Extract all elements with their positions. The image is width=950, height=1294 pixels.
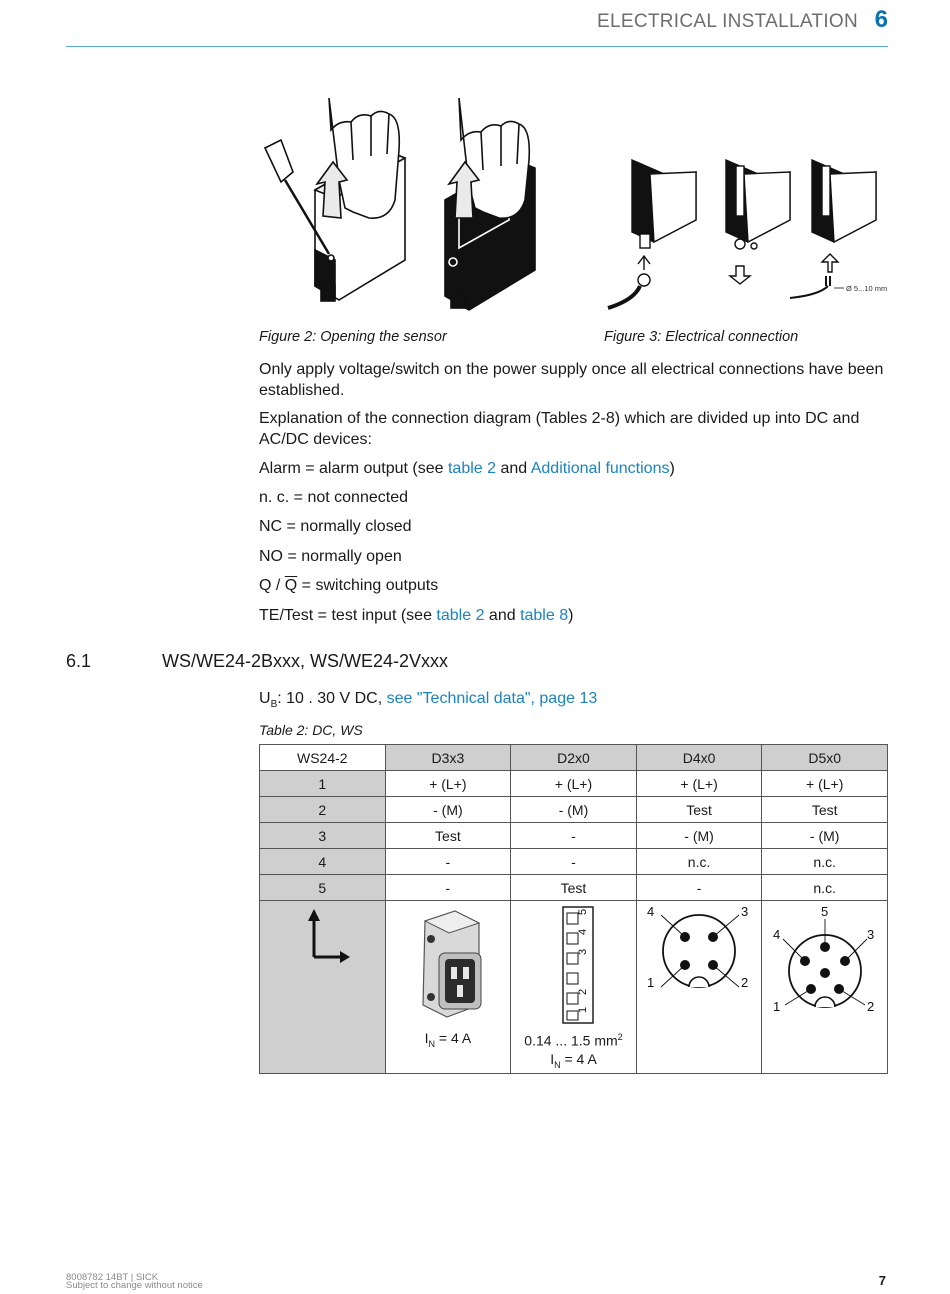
ub-value: : 10 . 30 V DC, [277,690,387,707]
table-cell: - (M) [762,823,888,849]
alarm-and: and [496,460,531,477]
figure2-caption: Figure 2: Opening the sensor [259,329,447,345]
current-label: I [424,1030,429,1046]
q-inverted: $\overline{Q}$ [284,577,298,594]
table-header-row [260,745,888,771]
paragraph-voltage-note: Only apply voltage/switch on the power supply once all electrical connections have been established. [259,361,884,399]
pin-number: 1 [260,771,386,797]
link-table-2[interactable]: table 2 [447,460,497,477]
definition-alarm [259,458,884,479]
table-header: D5x0 [762,745,888,771]
d3x3-connector-cell [385,901,511,1074]
page-number: 7 [878,1273,886,1288]
terminal-block-icon [543,905,603,1025]
table-cell: - (M) [385,797,511,823]
m12-5pin-connector-icon [763,903,887,1021]
supply-voltage-line [259,688,884,715]
current-value: = 4 A [564,1050,597,1067]
definition-test-input [259,605,884,626]
link-technical-data[interactable]: see "Technical data", page 13 [386,690,598,707]
table-cell: n.c. [762,849,888,875]
table-cell: + (L+) [762,771,888,797]
table-cell: n.c. [762,875,888,901]
footer-doc-id: 8008782 14BT | SICK [66,1272,159,1283]
d2x0-terminal-cell [511,901,637,1074]
definition-normally-open: NO = normally open [259,548,402,565]
d2x0-cross-section [511,1028,636,1050]
table-cell: n.c. [636,849,762,875]
pin-label: 5 [820,904,828,919]
table-cell: - [511,823,637,849]
table-cell: - (M) [511,797,637,823]
alarm-close: ) [669,460,675,477]
table-row [260,823,888,849]
definition-switching-outputs [259,575,884,596]
section-title: WS/WE24-2Bxxx, WS/WE24-2Vxxx [162,651,449,671]
terminal-number: 4 [577,928,590,935]
terminal-number: 1 [577,1006,590,1013]
current-label: I [550,1050,555,1067]
d5x0-m12-cell [762,901,888,1074]
pin-label: 1 [772,999,780,1014]
cross-section-value: 0.14 ... 1.5 mm [524,1032,618,1049]
alarm-text: Alarm = alarm output (see [259,460,448,477]
valve-connector-icon [403,905,493,1025]
d2x0-specs [511,1028,636,1073]
table-header: D4x0 [636,745,762,771]
link-table-8[interactable]: table 8 [520,607,569,624]
orientation-arrows-icon [292,907,352,967]
table-cell: + (L+) [636,771,762,797]
connector-diagram-row [260,901,888,1074]
table-cell: - [511,849,637,875]
table-cell: + (L+) [511,771,637,797]
current-value: = 4 A [438,1030,472,1046]
terminal-number: 2 [577,988,590,995]
table-cell: - (M) [636,823,762,849]
table-row [260,797,888,823]
pin-label: 4 [647,904,655,919]
orientation-cell [260,901,386,1074]
page-header [66,0,888,47]
figure-electrical-connection [604,150,888,320]
m12-4pin-connector-icon [637,903,761,999]
te-and: and [484,607,521,624]
pin-number: 4 [260,849,386,875]
link-table-2-b[interactable]: table 2 [436,607,485,624]
table-cell: Test [511,875,637,901]
section-number: 6.1 [66,651,92,671]
table-cell: - [636,875,762,901]
pin-number: 5 [260,875,386,901]
table-row [260,849,888,875]
terminal-number: 3 [577,948,590,955]
cable-diameter-label: Ø 5...10 mm [846,284,888,293]
pin-label: 2 [866,999,874,1014]
figure-opening-sensor [259,90,549,320]
table-cell: Test [385,823,511,849]
current-subscript: N [554,1059,561,1070]
pin-label: 3 [866,927,874,942]
chapter-title: ELECTRICAL INSTALLATION [597,11,858,32]
footer-notice: Subject to change without notice [66,1280,203,1291]
d4x0-m12-cell [636,901,762,1074]
definition-normally-closed: NC = normally closed [259,518,412,535]
q-description: = switching outputs [297,577,439,594]
pin-number: 2 [260,797,386,823]
q-text: Q / [259,577,285,594]
d3x3-current [386,1030,511,1049]
link-additional-functions[interactable]: Additional functions [530,460,670,477]
table-cell: Test [762,797,888,823]
pin-assignment-table [259,744,888,1074]
table-cell: - [385,849,511,875]
definition-not-connected: n. c. = not connected [259,489,408,506]
d2x0-current [511,1050,636,1074]
table-header: D2x0 [511,745,637,771]
current-subscript: N [428,1038,435,1049]
cross-section-exponent: 2 [617,1032,623,1042]
te-text: TE/Test = test input (see [259,607,437,624]
table-header: D3x3 [385,745,511,771]
paragraph-diagram-explanation: Explanation of the connection diagram (Tables 2-8) which are divided up into DC and AC/DC devices: [259,410,860,448]
ub-subscript: B [270,699,278,711]
figure3-caption: Figure 3: Electrical connection [604,329,799,345]
table-row [260,875,888,901]
chapter-number: 6 [874,6,888,33]
table-cell: + (L+) [385,771,511,797]
table-caption: Table 2: DC, WS [259,722,363,738]
pin-label: 4 [772,927,780,942]
terminal-number: 5 [577,908,590,915]
table-row [260,771,888,797]
pin-label: 1 [647,975,655,990]
table-cell: - [385,875,511,901]
pin-label: 2 [741,975,749,990]
ub-label: U [259,690,271,707]
pin-label: 3 [741,904,749,919]
table-header: WS24-2 [260,745,386,771]
pin-number: 3 [260,823,386,849]
te-close: ) [568,607,574,624]
table-cell: Test [636,797,762,823]
